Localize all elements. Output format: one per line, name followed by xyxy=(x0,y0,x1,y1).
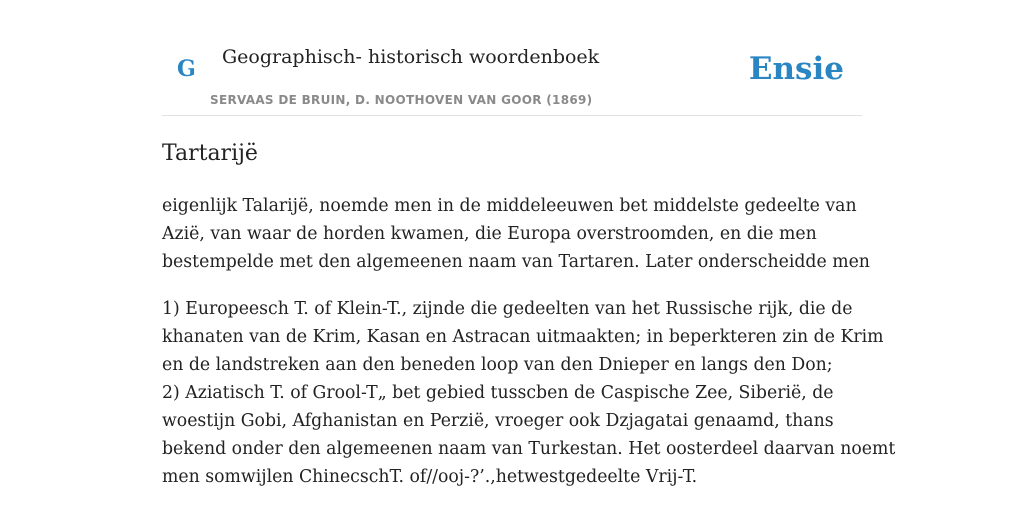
entry-line: eigenlijk Talarijë, noemde men in de middeleeuwen bet middelste gedeelte van xyxy=(162,196,857,216)
entry-line: 2) Aziatisch T. of Grool-T„ bet gebied tusscben de Caspische Zee, Siberië, de xyxy=(162,383,834,403)
entry-line: 1) Europeesch T. of Klein-T., zijnde die gedeelten van het Russische rijk, die de xyxy=(162,299,853,319)
entry-paragraph-definitions xyxy=(162,295,896,491)
entry-line: bestempelde met den algemeenen naam van Tartaren. Later onderscheidde men xyxy=(162,252,870,272)
site-logo-link[interactable]: Ensie xyxy=(748,51,844,87)
book-title[interactable]: Geographisch- historisch woordenboek xyxy=(222,46,600,68)
entry-line: Azië, van waar de horden kwamen, die Europa overstroomden, en die men xyxy=(162,224,817,244)
book-authors: SERVAAS DE BRUIN, D. NOOTHOVEN VAN GOOR (1869) xyxy=(210,93,593,107)
entry-body xyxy=(162,192,896,491)
book-header xyxy=(162,36,862,116)
entry-line: bekend onder den algemeenen naam van Turkestan. Het oosterdeel daarvan noemt xyxy=(162,439,896,459)
entry-line: en de landstreken aan den beneden loop van den Dnieper en langs den Don; xyxy=(162,355,833,375)
entry-title: Tartarijë xyxy=(162,141,258,166)
entry-line: khanaten van de Krim, Kasan en Astracan uitmaakten; in beperkteren zin de Krim xyxy=(162,327,884,347)
paragraph-gap xyxy=(162,276,874,295)
book-letter-badge: G xyxy=(177,56,196,82)
entry-paragraph-intro xyxy=(162,192,874,276)
entry-line: men somwijlen ChinecschT. of//ooj-?’.,hetwestgedeelte Vrij-T. xyxy=(162,467,698,487)
entry-line: woestijn Gobi, Afghanistan en Perzië, vroeger ook Dzjagatai genaamd, thans xyxy=(162,411,834,431)
